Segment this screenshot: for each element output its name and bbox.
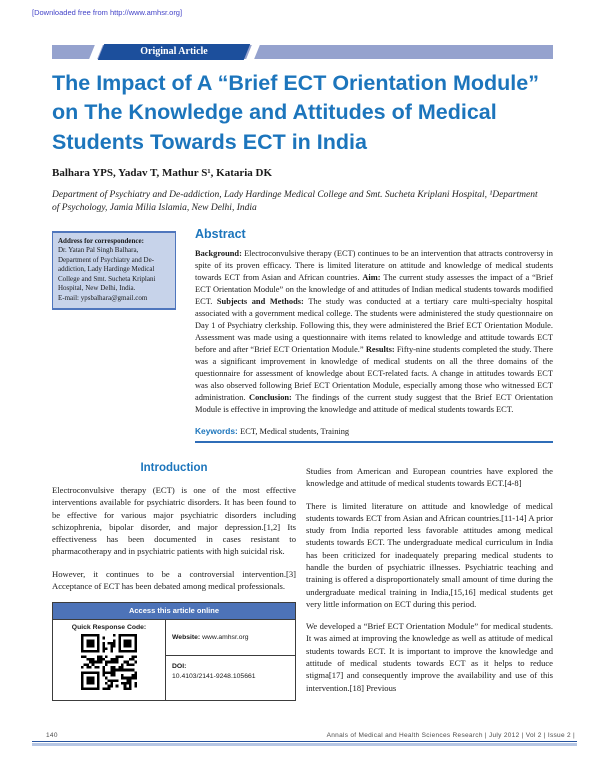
journal-citation-line: Annals of Medical and Health Sciences Research | July 2012 | Vol 2 | Issue 2 | (326, 732, 575, 739)
abstract-conclusion-text: The findings of the current study suggest that the Brief ECT Orientation Module is effective in improving the knowledge and attitude of medical students towards ECT. (195, 393, 553, 415)
footer-row (32, 732, 577, 741)
abstract-label-aim: Aim: (362, 273, 384, 283)
abstract-label-methods: Subjects and Methods: (216, 297, 309, 307)
email-link[interactable]: ypsbalhara@gmail.com (80, 293, 148, 302)
authors-line: Balhara YPS, Yadav T, Mathur S¹, Kataria DK (52, 167, 273, 179)
body-paragraph-1: Studies from American and European countries have explored the knowledge and attitude of medical students towards ECT.[4-8] (306, 466, 553, 489)
abstract-methods-text: The study was conducted at a tertiary care multi-specialty hospital associated with a government medical college. The students were administered the study questionnaire on Day 1 of Psychiatry clerkship. Following this, they were administered the Brief ECT Orientation Module. Assessment was made using a questionnaire with items related to knowledge and attitude towards ECT before and after “Brief ECT Orientation Module.” (195, 297, 553, 355)
website-row (166, 620, 295, 656)
body-column-left (52, 462, 296, 701)
article-type-ribbon (98, 44, 250, 60)
website-link[interactable]: www.amhsr.org (202, 634, 249, 642)
intro-paragraph-2: However, it continues to be a controversial intervention.[3] Acceptance of ECT has been debated among medical professionals. (52, 568, 296, 591)
abstract-label-results: Results: (365, 345, 397, 355)
section-banner (52, 45, 553, 59)
access-box-body (53, 620, 295, 700)
abstract-label-background: Background: (195, 249, 245, 258)
qr-code-icon (81, 634, 137, 690)
affiliations-line: Department of Psychiatry and De-addiction, Lady Hardinge Medical College and Smt. Sucheta Kriplani Hospital, ¹Department of Psychology, Jamia Milia Islamia, New Delhi, India (52, 190, 538, 213)
correspondence-heading: Address for correspondence: (58, 237, 144, 245)
access-box-right (166, 620, 295, 700)
footer-rule-light (32, 743, 577, 746)
introduction-heading: Introduction (140, 462, 208, 474)
footer-rule-dark (32, 741, 577, 742)
article-type-label: Original Article (140, 46, 208, 57)
correspondence-body: Dr. Yatan Pal Singh Balhara, Department of Psychiatry and De-addiction, Lady Hardinge Medical College and Smt. Sucheta Kriplani Hospital, New Delhi, India. (58, 246, 156, 293)
keywords-line (195, 426, 553, 436)
abstract-section (195, 227, 553, 443)
body-paragraph-2: There is limited literature on attitude and knowledge of medical students towards ECT from Asian and African countries.[11-14] A prior study from India reported less favorable attitudes among medical students towards ECT. The undergraduate medical curriculum in India has been criticized for inadequately preparing medical students to handle the burden of psychiatric illnesses. Psychiatric teaching and training is offered a disproportionately small amount of time during the undergraduate medical training in India,[15,16] medical students get very little information on ECT during this period. (306, 500, 553, 609)
abstract-background-text: Electroconvulsive therapy (ECT) continues to be an intervention that attracts controversy in spite of its proven efficacy. There is limited literature on attitude and knowledge of medical students towards ECT from Asian and African countries. (195, 249, 553, 283)
website-label: Website: (172, 634, 203, 642)
keywords-rule (195, 441, 553, 443)
page-number: 140 (46, 732, 58, 739)
doi-row (166, 656, 295, 700)
keywords-label: Keywords: (195, 426, 241, 437)
body-paragraph-3: We developed a “Brief ECT Orientation Module” for medical students. It was aimed at improving the knowledge as well as attitude of medical students towards ECT. It is important to improve the knowledge and attitude of medical students towards ECT as it helps to reduce stigma[17] and consequently improve the availability and use of this intervention.[18] Previous (306, 621, 553, 693)
qr-code-label: Quick Response Code: (71, 624, 147, 632)
page-footer (32, 732, 577, 746)
body-column-right (306, 465, 553, 704)
access-box-header: Access this article online (53, 603, 295, 620)
abstract-results-text: Fifty-nine students completed the study. There was a significant improvement in knowledge of medical students on all the three domains of the questionnaire for assessment of knowledge about ECT-related facts. A change in attitudes towards ECT was also observed following Brief ECT Orientation Module, especially among those who witnessed ECT administration. (195, 345, 553, 403)
doi-label: DOI: (172, 663, 187, 671)
access-article-box (52, 602, 296, 701)
abstract-label-conclusion: Conclusion: (249, 393, 296, 403)
abstract-heading: Abstract (195, 227, 246, 241)
email-label: E-mail: (58, 293, 81, 302)
intro-paragraph-1: Electroconvulsive therapy (ECT) is one of the most effective interventions available for psychiatric disorders. It has been found to be effective for various major psychiatric disorders including schizophrenia, bipolar disorder, and major depression.[1,2] Its effectiveness has been documented in cases resistant to pharmacotherapy and in psychiatric patients with high suicidal risk. (52, 485, 296, 557)
keywords-values: ECT, Medical students, Training (240, 427, 350, 437)
abstract-aim-text: The current study assesses the impact of a “Brief ECT Orientation Module” on the knowledge of and attitudes of Indian medical students towards modified ECT. (195, 273, 553, 307)
doi-value: 10.4103/2141-9248.105661 (172, 673, 256, 681)
correspondence-box (52, 231, 176, 310)
abstract-text (195, 248, 553, 416)
download-watermark: [Downloaded free from http://www.amhsr.org] (32, 8, 183, 17)
article-title: The Impact of A “Brief ECT Orientation Module” on The Knowledge and Attitudes of Medical Students Towards ECT in India (52, 71, 539, 154)
qr-code-cell (53, 620, 166, 700)
